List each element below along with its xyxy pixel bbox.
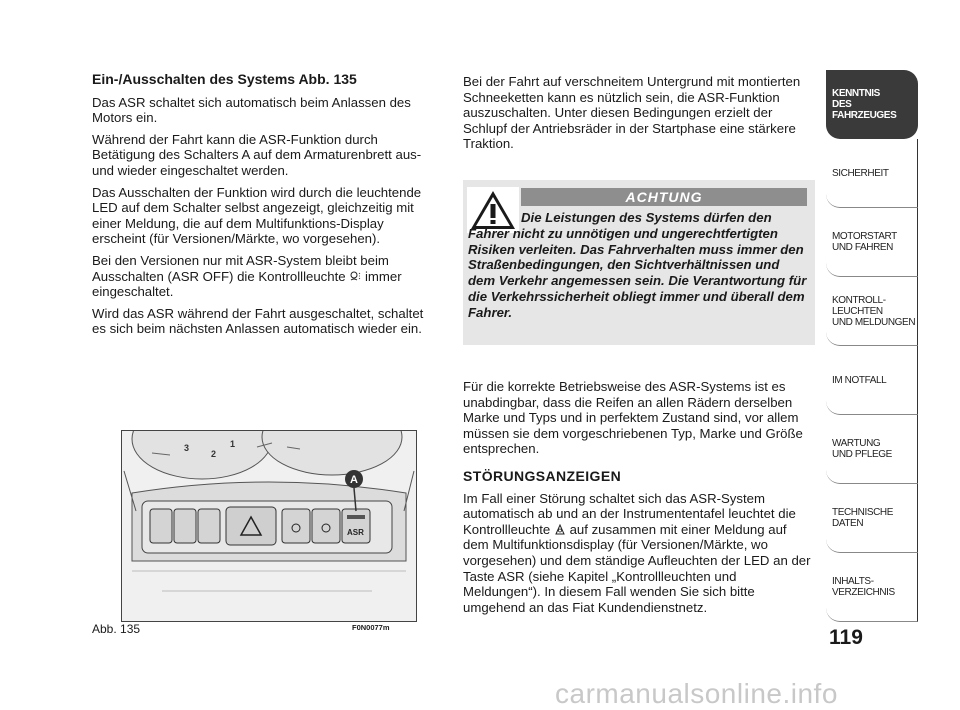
dashboard-illustration — [122, 431, 416, 621]
tab-label: INHALTS- VERZEICHNIS — [832, 576, 895, 598]
paragraph: Bei der Fahrt auf verschneitem Untergrund mit montierten Schneeketten kann es nützlich sein, die ASR-Funktion auszuschalten. Unter diesen Bedingungen erzielt der Schlupf der Antriebsräder in der Startphase eine stärkere Traktion. — [463, 74, 801, 152]
tab-kenntnis[interactable] — [826, 70, 918, 139]
warning-text: Die Leistungen des Systems dürfen den Fahrer nicht zu unnötigen und ungerechtfertigten Risiken verleiten. Das Fahrverhalten muss immer den Straßenbedingungen, den Sichtverhältnissen und dem Verkehr angemessen sein. Die Verantwortung für die Verkehrssicherheit obliegt immer und überall dem Fahrer. — [468, 210, 807, 320]
tab-wartung[interactable] — [826, 415, 918, 484]
left-column — [92, 72, 437, 343]
asr-warning-icon — [554, 524, 566, 535]
paragraph: Für die korrekte Betriebsweise des ASR-Systems ist es unabdingbar, dass die Reifen an allen Rädern derselben Marke und Typs und in perfektem Zustand sind, vor allem müssen sie dem vorgeschriebenen Typ, Marke und Größe entsprechen. — [463, 379, 803, 457]
tab-label: TECHNISCHE DATEN — [832, 507, 894, 529]
warning-title: ACHTUNG — [521, 188, 807, 206]
section-heading: Ein-/Ausschalten des Systems Abb. 135 — [92, 71, 357, 87]
subheading: STÖRUNGSANZEIGEN — [463, 467, 622, 484]
asr-warning-icon — [349, 271, 361, 282]
paragraph: Während der Fahrt kann die ASR-Funktion durch Betätigung des Schalters A auf dem Armaturenbrett aus- und wieder eingeschaltet werden. — [92, 131, 422, 178]
tab-im-notfall[interactable] — [826, 346, 918, 415]
paragraph-text: Bei den Versionen nur mit ASR-System bleibt beim Ausschalten (ASR OFF) die Kontrollleuchte — [92, 252, 389, 284]
tab-inhaltsverzeichnis[interactable] — [826, 553, 918, 622]
paragraph-text: immer eingeschaltet. — [92, 268, 402, 300]
tab-kontrollleuchten[interactable] — [826, 277, 918, 346]
tab-label: SICHERHEIT — [832, 167, 889, 179]
watermark: carmanualsonline.info — [555, 678, 838, 709]
paragraph-text: Im Fall einer Störung schaltet sich das ASR-System automatisch ab und an der Instrumententafel leuchtet die Kontrollleuchte — [463, 490, 796, 537]
dial-number: 1 — [230, 439, 236, 449]
paragraph — [92, 253, 437, 300]
figure-dashboard-switches — [121, 430, 417, 622]
warning-box — [463, 180, 815, 345]
paragraph-text: auf zusammen mit einer Meldung auf dem Multifunktionsdisplay (für Versionen/Märkte, wo vorgesehen) und dem ständige Aufleuchten der LED an der Taste ASR (siehe Kapitel „Kontrollleuchten und Meldungen“). In diesem Fall wenden Sie sich bitte umgehend an das Fiat Kundendienstnetz. — [463, 521, 811, 615]
tab-label: MOTORSTART UND FAHREN — [832, 231, 897, 253]
paragraph — [463, 491, 813, 616]
tab-label: WARTUNG UND PFLEGE — [832, 438, 892, 460]
tab-technische-daten[interactable] — [826, 484, 918, 553]
right-column-body — [463, 379, 813, 621]
tab-label: KENNTNIS DES FAHRZEUGES — [832, 88, 897, 121]
callout-label: A — [350, 474, 358, 486]
paragraph: Wird das ASR während der Fahrt ausgeschaltet, schaltet es sich beim nächsten Anlassen automatisch wieder ein. — [92, 305, 424, 337]
tab-label: KONTROLL- LEUCHTEN UND MELDUNGEN — [832, 294, 916, 328]
tab-sicherheit[interactable] — [826, 139, 918, 208]
tab-label: IM NOTFALL — [832, 374, 887, 386]
paragraph: Das ASR schaltet sich automatisch beim Anlassen des Motors ein. — [92, 94, 411, 126]
paragraph: Das Ausschalten der Funktion wird durch die leuchtende LED auf dem Schalter selbst angezeigt, gleichzeitig mit einer Meldung, die auf dem Multifunktions-Display erscheint (für Versionen/Märkte, wo vorgesehen). — [92, 184, 422, 247]
figure-caption: Abb. 135 — [92, 622, 141, 636]
asr-button-label: ASR — [347, 528, 364, 537]
dial-number: 2 — [211, 449, 217, 459]
right-column-intro — [463, 74, 813, 158]
dial-number: 3 — [184, 443, 190, 453]
page-number: 119 — [829, 626, 863, 649]
tab-motorstart[interactable] — [826, 208, 918, 277]
figure-code: F0N0077m — [352, 623, 390, 632]
